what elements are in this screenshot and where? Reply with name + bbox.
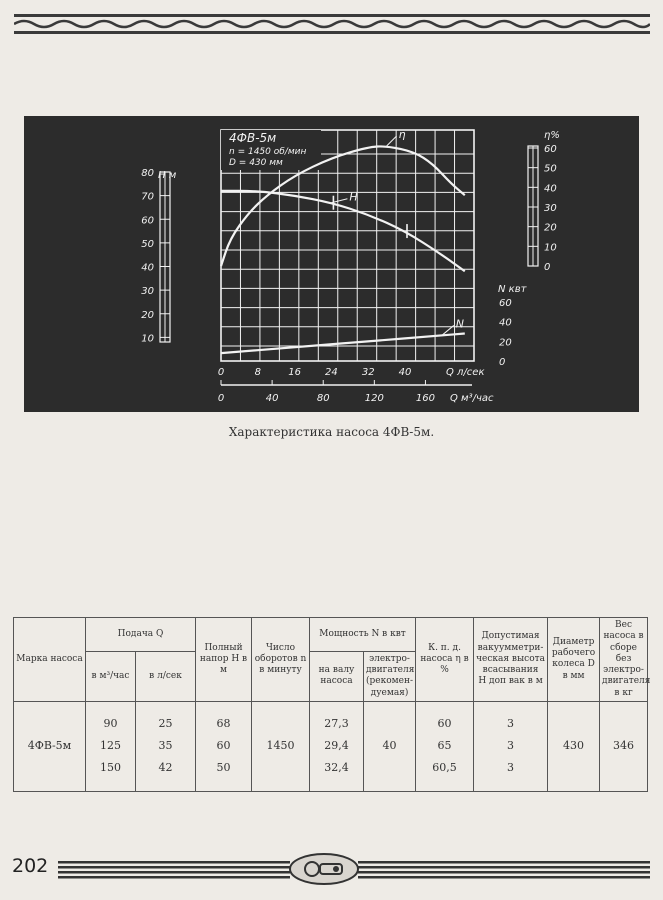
- annotation-diameter: D = 430 мм: [229, 158, 283, 168]
- cell-value: 60: [216, 739, 231, 753]
- x-tick-label: 40: [398, 367, 412, 378]
- chart-caption: Характеристика насоса 4ФВ-5м.: [228, 425, 435, 439]
- pump-characteristic-chart: [24, 116, 639, 412]
- header-flow-ls: в л/сек: [136, 651, 196, 701]
- header-flow-m3: в м³/час: [86, 651, 136, 701]
- n-tick-label: 20: [499, 337, 512, 349]
- cell-value: 32,4: [324, 761, 349, 775]
- x-tick-label: 24: [325, 367, 338, 378]
- header-weight: Вес насоса в сборе без электро-двигателя в кг: [600, 618, 648, 702]
- n-axis-label: N квт: [498, 284, 527, 295]
- cell-value: 3: [507, 761, 515, 775]
- h-tick-label: 40: [141, 262, 154, 274]
- cell-value: 35: [158, 739, 173, 753]
- cell-head: [196, 701, 252, 791]
- eta-tick-label: 10: [544, 242, 557, 254]
- x2-tick-label: 80: [316, 393, 330, 404]
- bottom-ornament-border: [58, 852, 650, 886]
- x-axis-label: Q л/сек: [446, 367, 485, 378]
- h-tick-label: 20: [141, 309, 154, 321]
- chart-svg: [24, 116, 639, 412]
- x2-tick-label: 0: [217, 393, 225, 404]
- header-suction-text: Допустимая вакуумметри-ческая высота всасывания: [476, 631, 545, 675]
- header-brand: Марка насоса: [14, 618, 86, 702]
- h-tick-label: 80: [141, 168, 154, 179]
- x2-tick-label: 160: [415, 393, 435, 404]
- x-tick-label: 8: [254, 367, 261, 378]
- header-diameter: Диаметр рабочего колеса D в мм: [548, 618, 600, 702]
- cell-weight: 346: [600, 701, 648, 791]
- eta-tick-label: 40: [544, 183, 557, 195]
- x2-tick-label: 40: [265, 393, 279, 404]
- curve-label-H: H: [349, 190, 358, 204]
- cell-value: 3: [507, 717, 515, 731]
- curve-N: [221, 333, 465, 353]
- eta-tick-label: 30: [544, 203, 557, 214]
- cell-value: 125: [100, 739, 121, 753]
- cell-suction: [474, 701, 548, 791]
- x2-axis-label: Q м³/час: [450, 393, 494, 404]
- cell-value: 90: [103, 717, 118, 731]
- x-tick-label: 0: [217, 367, 225, 378]
- x-tick-label: 16: [288, 367, 301, 378]
- curve-label-eta: η: [398, 128, 406, 142]
- curve-leader-eta: [387, 136, 397, 146]
- h-axis-label: H м: [158, 170, 177, 181]
- cell-brand: 4ФВ-5м: [14, 701, 86, 791]
- eta-tick-label: 20: [544, 222, 557, 234]
- cell-power-shaft: [310, 701, 364, 791]
- cell-value: 50: [216, 761, 231, 775]
- h-tick-label: 30: [141, 286, 154, 298]
- n-tick-label: 60: [499, 298, 512, 309]
- chart-title: 4ФВ-5м: [229, 131, 277, 145]
- header-suction-symbol: H доп вак в м: [478, 676, 543, 687]
- cell-value: 42: [158, 761, 173, 775]
- h-tick-label: 60: [141, 215, 154, 227]
- x-tick-label: 32: [361, 367, 375, 378]
- cell-value: 29,4: [324, 739, 349, 753]
- header-power-motor: электро-двигателя (рекомен-дуемая): [364, 651, 416, 701]
- header-suction: [474, 618, 548, 702]
- top-ornament-border: [14, 14, 650, 34]
- header-head: Полный напор H в м: [196, 618, 252, 702]
- h-tick-label: 70: [141, 191, 154, 203]
- curve-label-N: N: [455, 317, 465, 331]
- cell-value: 25: [158, 717, 173, 731]
- cell-flow-ls: [136, 701, 196, 791]
- cell-value: 150: [100, 761, 121, 775]
- cell-value: 60: [437, 717, 452, 731]
- cell-diameter: 430: [548, 701, 600, 791]
- annotation-rpm: n = 1450 об/мин: [229, 147, 307, 157]
- cell-rpm: 1450: [252, 701, 310, 791]
- x2-tick-label: 120: [364, 393, 384, 404]
- page-number: 202: [12, 855, 49, 877]
- h-tick-label: 50: [141, 238, 154, 250]
- cell-value: 3: [507, 739, 515, 753]
- cell-value: 60,5: [432, 761, 457, 775]
- cell-power-motor: 40: [364, 701, 416, 791]
- eta-axis-label: η%: [544, 130, 560, 141]
- cell-value: 27,3: [324, 717, 349, 731]
- header-rpm: Число оборотов n в минуту: [252, 618, 310, 702]
- table-row: [14, 701, 648, 791]
- n-tick-label: 40: [499, 317, 512, 329]
- n-tick-label: 0: [499, 357, 506, 368]
- cell-efficiency: [416, 701, 474, 791]
- cell-value: 68: [216, 717, 231, 731]
- cell-flow-m3: [86, 701, 136, 791]
- cell-value: 65: [437, 739, 452, 753]
- eta-tick-label: 50: [544, 163, 557, 175]
- header-flow: Подача Q: [86, 618, 196, 652]
- pump-spec-table: [13, 617, 651, 792]
- h-tick-label: 10: [141, 333, 154, 345]
- header-power-shaft: на валу насоса: [310, 651, 364, 701]
- eta-tick-label: 60: [544, 144, 557, 155]
- header-power: Мощность N в квт: [310, 618, 416, 652]
- header-efficiency: К. п. д. насоса η в %: [416, 618, 474, 702]
- eta-tick-label: 0: [544, 262, 551, 273]
